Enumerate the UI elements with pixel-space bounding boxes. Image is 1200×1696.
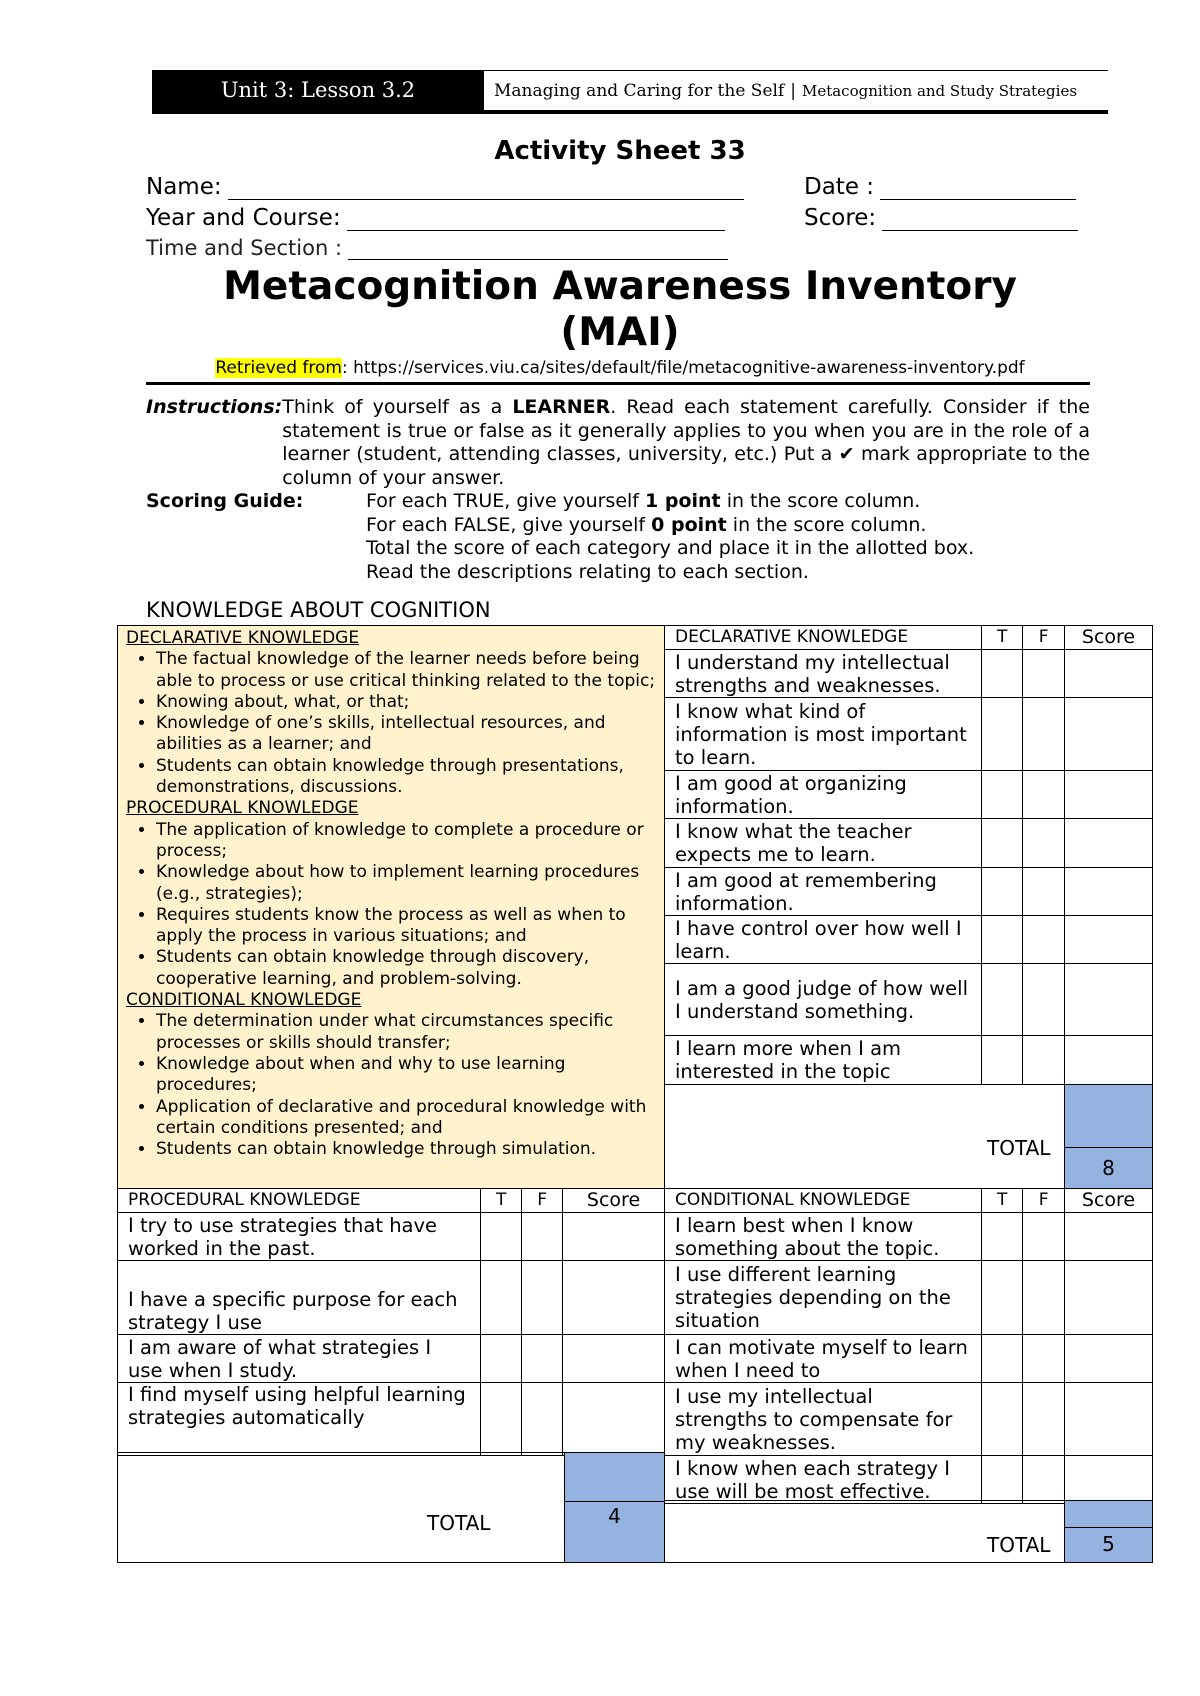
true-cell[interactable] bbox=[982, 1261, 1023, 1335]
true-cell[interactable] bbox=[982, 1213, 1023, 1261]
false-cell[interactable] bbox=[1023, 819, 1065, 868]
scoring-lines bbox=[366, 490, 974, 584]
list-item: • Students can obtain knowledge through simulation. bbox=[156, 1139, 656, 1160]
topic-name: Metacognition and Study Strategies bbox=[801, 81, 1078, 100]
list-item: • Knowledge about when and why to use learning procedures; bbox=[156, 1054, 656, 1097]
statement: I have a specific purpose for each strategy I use bbox=[118, 1261, 481, 1335]
statement: I know what the teacher expects me to learn. bbox=[665, 819, 982, 868]
false-cell[interactable] bbox=[522, 1213, 563, 1261]
score-cell[interactable] bbox=[1065, 650, 1153, 698]
declarative-total-label: TOTAL bbox=[987, 1136, 1051, 1160]
list-item: • Students can obtain knowledge through presentations, demonstrations, discussions. bbox=[156, 756, 656, 799]
table-header-row bbox=[118, 1189, 665, 1213]
table-row bbox=[118, 1213, 665, 1261]
main-title-line1: Metacognition Awareness Inventory bbox=[223, 264, 1017, 309]
false-cell[interactable] bbox=[1023, 650, 1065, 698]
declarative-total-value: 8 bbox=[1064, 1147, 1153, 1189]
false-cell[interactable] bbox=[1023, 916, 1065, 964]
list-item: • The application of knowledge to complete a procedure or process; bbox=[156, 820, 656, 863]
list-item: • Requires students know the process as well as when to apply the process in various situations; and bbox=[156, 905, 656, 948]
table-row bbox=[665, 1036, 1153, 1085]
statement: I am good at organizing information. bbox=[665, 771, 982, 819]
true-cell[interactable] bbox=[982, 1383, 1023, 1456]
conditional-description-list bbox=[126, 1011, 656, 1160]
procedural-table bbox=[117, 1188, 665, 1456]
list-item: • Knowledge of one’s skills, intellectual resources, and abilities as a learner; and bbox=[156, 713, 656, 756]
true-cell[interactable] bbox=[982, 698, 1023, 771]
score-cell[interactable] bbox=[563, 1213, 665, 1261]
score-cell[interactable] bbox=[1065, 771, 1153, 819]
procedural-total-box bbox=[564, 1452, 665, 1502]
score-cell[interactable] bbox=[1065, 1383, 1153, 1456]
list-item: • The factual knowledge of the learner needs before being able to process or use critical thinking related to the topic; bbox=[156, 649, 656, 692]
scoring-line-4: Read the descriptions relating to each section. bbox=[366, 560, 809, 583]
score-cell[interactable] bbox=[1065, 868, 1153, 916]
false-cell[interactable] bbox=[1023, 1383, 1065, 1456]
false-cell[interactable] bbox=[1023, 868, 1065, 916]
false-cell[interactable] bbox=[1023, 1335, 1065, 1383]
statement: I have control over how well I learn. bbox=[665, 916, 982, 964]
true-cell[interactable] bbox=[982, 819, 1023, 868]
score-label: Score: bbox=[804, 205, 877, 231]
score-column-header: Score bbox=[1065, 1189, 1153, 1213]
name-field bbox=[146, 174, 744, 200]
inventory-grid bbox=[117, 625, 1153, 1563]
false-cell[interactable] bbox=[522, 1261, 563, 1335]
statement: I can motivate myself to learn when I need to bbox=[665, 1335, 982, 1383]
true-cell[interactable] bbox=[982, 916, 1023, 964]
scoring-label: Scoring Guide: bbox=[146, 490, 304, 512]
false-column-header: F bbox=[522, 1189, 563, 1213]
statement: I use my intellectual strengths to compensate for my weaknesses. bbox=[665, 1383, 982, 1456]
scoring-line-2: For each FALSE, give yourself 0 point in the score column. bbox=[366, 513, 927, 536]
list-item: • Students can obtain knowledge through discovery, cooperative learning, and problem-solving. bbox=[156, 947, 656, 990]
score-column-header: Score bbox=[563, 1189, 665, 1213]
false-cell[interactable] bbox=[1023, 1261, 1065, 1335]
statement: I know when each strategy I use will be most effective. bbox=[665, 1456, 982, 1504]
unit-label: Unit 3: Lesson 3.2 bbox=[152, 70, 484, 110]
table-row bbox=[665, 1261, 1153, 1335]
main-title bbox=[0, 264, 1200, 356]
statement: I am aware of what strategies I use when I study. bbox=[118, 1335, 481, 1383]
statement: I understand my intellectual strengths and weaknesses. bbox=[665, 650, 982, 698]
false-column-header: F bbox=[1023, 626, 1065, 650]
table-row bbox=[665, 650, 1153, 698]
declarative-description-list bbox=[126, 649, 656, 798]
score-cell[interactable] bbox=[1065, 964, 1153, 1036]
statement: I use different learning strategies depending on the situation bbox=[665, 1261, 982, 1335]
year-course-field bbox=[146, 205, 725, 231]
score-blank[interactable] bbox=[882, 208, 1078, 231]
true-cell[interactable] bbox=[982, 1036, 1023, 1085]
statement: I learn best when I know something about the topic. bbox=[665, 1213, 982, 1261]
date-label: Date : bbox=[804, 174, 875, 200]
true-cell[interactable] bbox=[982, 771, 1023, 819]
name-label: Name: bbox=[146, 174, 222, 200]
table-row bbox=[665, 1213, 1153, 1261]
false-cell[interactable] bbox=[1023, 1036, 1065, 1085]
scoring-line-1: For each TRUE, give yourself 1 point in the score column. bbox=[366, 490, 921, 512]
instructions-label: Instructions: bbox=[146, 396, 283, 418]
false-cell[interactable] bbox=[522, 1383, 563, 1456]
true-cell[interactable] bbox=[481, 1213, 522, 1261]
retrieved-label: Retrieved from bbox=[215, 358, 342, 378]
year-course-label: Year and Course: bbox=[146, 205, 341, 231]
score-cell[interactable] bbox=[563, 1383, 665, 1456]
true-cell[interactable] bbox=[982, 650, 1023, 698]
declarative-total-box bbox=[1064, 1084, 1153, 1148]
scoring-line-3: Total the score of each category and place it in the allotted box. bbox=[366, 537, 975, 559]
table-row bbox=[118, 1383, 665, 1456]
instructions-text: Think of yourself as a LEARNER. Read each statement carefully. Consider if the statement is true or false as it generally applies to you when you are in the role of a learner (student, attending classes, university, etc.) Put a ✔ mark appropriate to the column of your answer. bbox=[282, 396, 1090, 489]
procedural-table-heading: PROCEDURAL KNOWLEDGE bbox=[118, 1189, 481, 1213]
true-column-header: T bbox=[982, 1189, 1023, 1213]
score-cell[interactable] bbox=[1065, 698, 1153, 771]
table-row bbox=[665, 1383, 1153, 1456]
statement: I am a good judge of how well I understand something. bbox=[665, 964, 982, 1036]
score-cell[interactable] bbox=[563, 1335, 665, 1383]
table-header-row bbox=[665, 1189, 1153, 1213]
retrieved-from bbox=[0, 358, 1200, 378]
table-row bbox=[665, 964, 1153, 1036]
true-cell[interactable] bbox=[982, 964, 1023, 1036]
false-cell[interactable] bbox=[522, 1335, 563, 1383]
score-field bbox=[804, 205, 1078, 231]
procedural-description-heading: PROCEDURAL KNOWLEDGE bbox=[126, 798, 359, 819]
score-cell[interactable] bbox=[1065, 1335, 1153, 1383]
table-row bbox=[665, 819, 1153, 868]
conditional-description-heading: CONDITIONAL KNOWLEDGE bbox=[126, 990, 362, 1011]
time-section-field bbox=[146, 236, 728, 260]
course-topic bbox=[484, 70, 1108, 110]
statement: I try to use strategies that have worked in the past. bbox=[118, 1213, 481, 1261]
section-heading: KNOWLEDGE ABOUT COGNITION bbox=[146, 598, 491, 622]
conditional-total-label: TOTAL bbox=[987, 1533, 1051, 1557]
procedural-total-value: 4 bbox=[564, 1501, 665, 1563]
score-cell[interactable] bbox=[563, 1261, 665, 1335]
list-item: • The determination under what circumstances specific processes or skills should transfer; bbox=[156, 1011, 656, 1054]
main-title-line2: (MAI) bbox=[560, 310, 680, 355]
true-cell[interactable] bbox=[481, 1261, 522, 1335]
procedural-total-area bbox=[117, 1452, 565, 1563]
score-cell[interactable] bbox=[1065, 1456, 1153, 1504]
activity-title: Activity Sheet 33 bbox=[494, 136, 746, 166]
title-divider bbox=[146, 382, 1090, 385]
table-row bbox=[665, 1335, 1153, 1383]
score-cell[interactable] bbox=[1065, 1213, 1153, 1261]
conditional-table bbox=[664, 1188, 1153, 1504]
statement: I am good at remembering information. bbox=[665, 868, 982, 916]
table-row bbox=[665, 868, 1153, 916]
conditional-total-value: 5 bbox=[1064, 1527, 1153, 1563]
page-header bbox=[152, 70, 1108, 114]
true-cell[interactable] bbox=[481, 1335, 522, 1383]
time-section-label: Time and Section : bbox=[146, 236, 343, 260]
false-cell[interactable] bbox=[1023, 964, 1065, 1036]
declarative-table-heading: DECLARATIVE KNOWLEDGE bbox=[665, 626, 982, 650]
false-column-header: F bbox=[1023, 1189, 1065, 1213]
declarative-table bbox=[664, 625, 1153, 1085]
list-item: • Knowing about, what, or that; bbox=[156, 692, 656, 713]
false-cell[interactable] bbox=[1023, 771, 1065, 819]
false-cell[interactable] bbox=[1023, 1213, 1065, 1261]
score-cell[interactable] bbox=[1065, 1036, 1153, 1085]
conditional-table-heading: CONDITIONAL KNOWLEDGE bbox=[665, 1189, 982, 1213]
conditional-total-box bbox=[1064, 1500, 1153, 1528]
score-cell[interactable] bbox=[1065, 1261, 1153, 1335]
course-name: Managing and Caring for the Self bbox=[494, 80, 785, 101]
list-item: • Knowledge about how to implement learning procedures (e.g., strategies); bbox=[156, 862, 656, 905]
true-column-header: T bbox=[481, 1189, 522, 1213]
statement: I learn more when I am interested in the topic bbox=[665, 1036, 982, 1085]
statement: I find myself using helpful learning strategies automatically bbox=[118, 1383, 481, 1456]
true-column-header: T bbox=[982, 626, 1023, 650]
year-course-blank[interactable] bbox=[347, 208, 725, 231]
true-cell[interactable] bbox=[982, 868, 1023, 916]
score-column-header: Score bbox=[1065, 626, 1153, 650]
score-cell[interactable] bbox=[1065, 916, 1153, 964]
retrieved-url: : https://services.viu.ca/sites/default/file/metacognitive-awareness-inventory.pdf bbox=[341, 358, 1025, 378]
true-cell[interactable] bbox=[982, 1456, 1023, 1504]
false-cell[interactable] bbox=[1023, 698, 1065, 771]
true-cell[interactable] bbox=[481, 1383, 522, 1456]
score-cell[interactable] bbox=[1065, 819, 1153, 868]
statement: I know what kind of information is most important to learn. bbox=[665, 698, 982, 771]
declarative-description-heading: DECLARATIVE KNOWLEDGE bbox=[126, 628, 360, 648]
table-row bbox=[665, 1456, 1153, 1504]
descriptions-box bbox=[117, 625, 665, 1189]
name-blank[interactable] bbox=[228, 177, 744, 200]
table-row bbox=[665, 916, 1153, 964]
false-cell[interactable] bbox=[1023, 1456, 1065, 1504]
table-header-row bbox=[665, 626, 1153, 650]
true-cell[interactable] bbox=[982, 1335, 1023, 1383]
table-row bbox=[118, 1261, 665, 1335]
procedural-total-label: TOTAL bbox=[427, 1511, 491, 1535]
instructions bbox=[146, 396, 1090, 490]
table-row bbox=[665, 698, 1153, 771]
table-row bbox=[665, 771, 1153, 819]
scoring-guide bbox=[146, 490, 1090, 584]
date-blank[interactable] bbox=[880, 177, 1076, 200]
date-field bbox=[804, 174, 1076, 200]
procedural-description-list bbox=[126, 820, 656, 990]
table-row bbox=[118, 1335, 665, 1383]
list-item: • Application of declarative and procedural knowledge with certain conditions presented; and bbox=[156, 1097, 656, 1140]
time-section-blank[interactable] bbox=[348, 237, 728, 260]
header-separator: | bbox=[790, 80, 796, 101]
